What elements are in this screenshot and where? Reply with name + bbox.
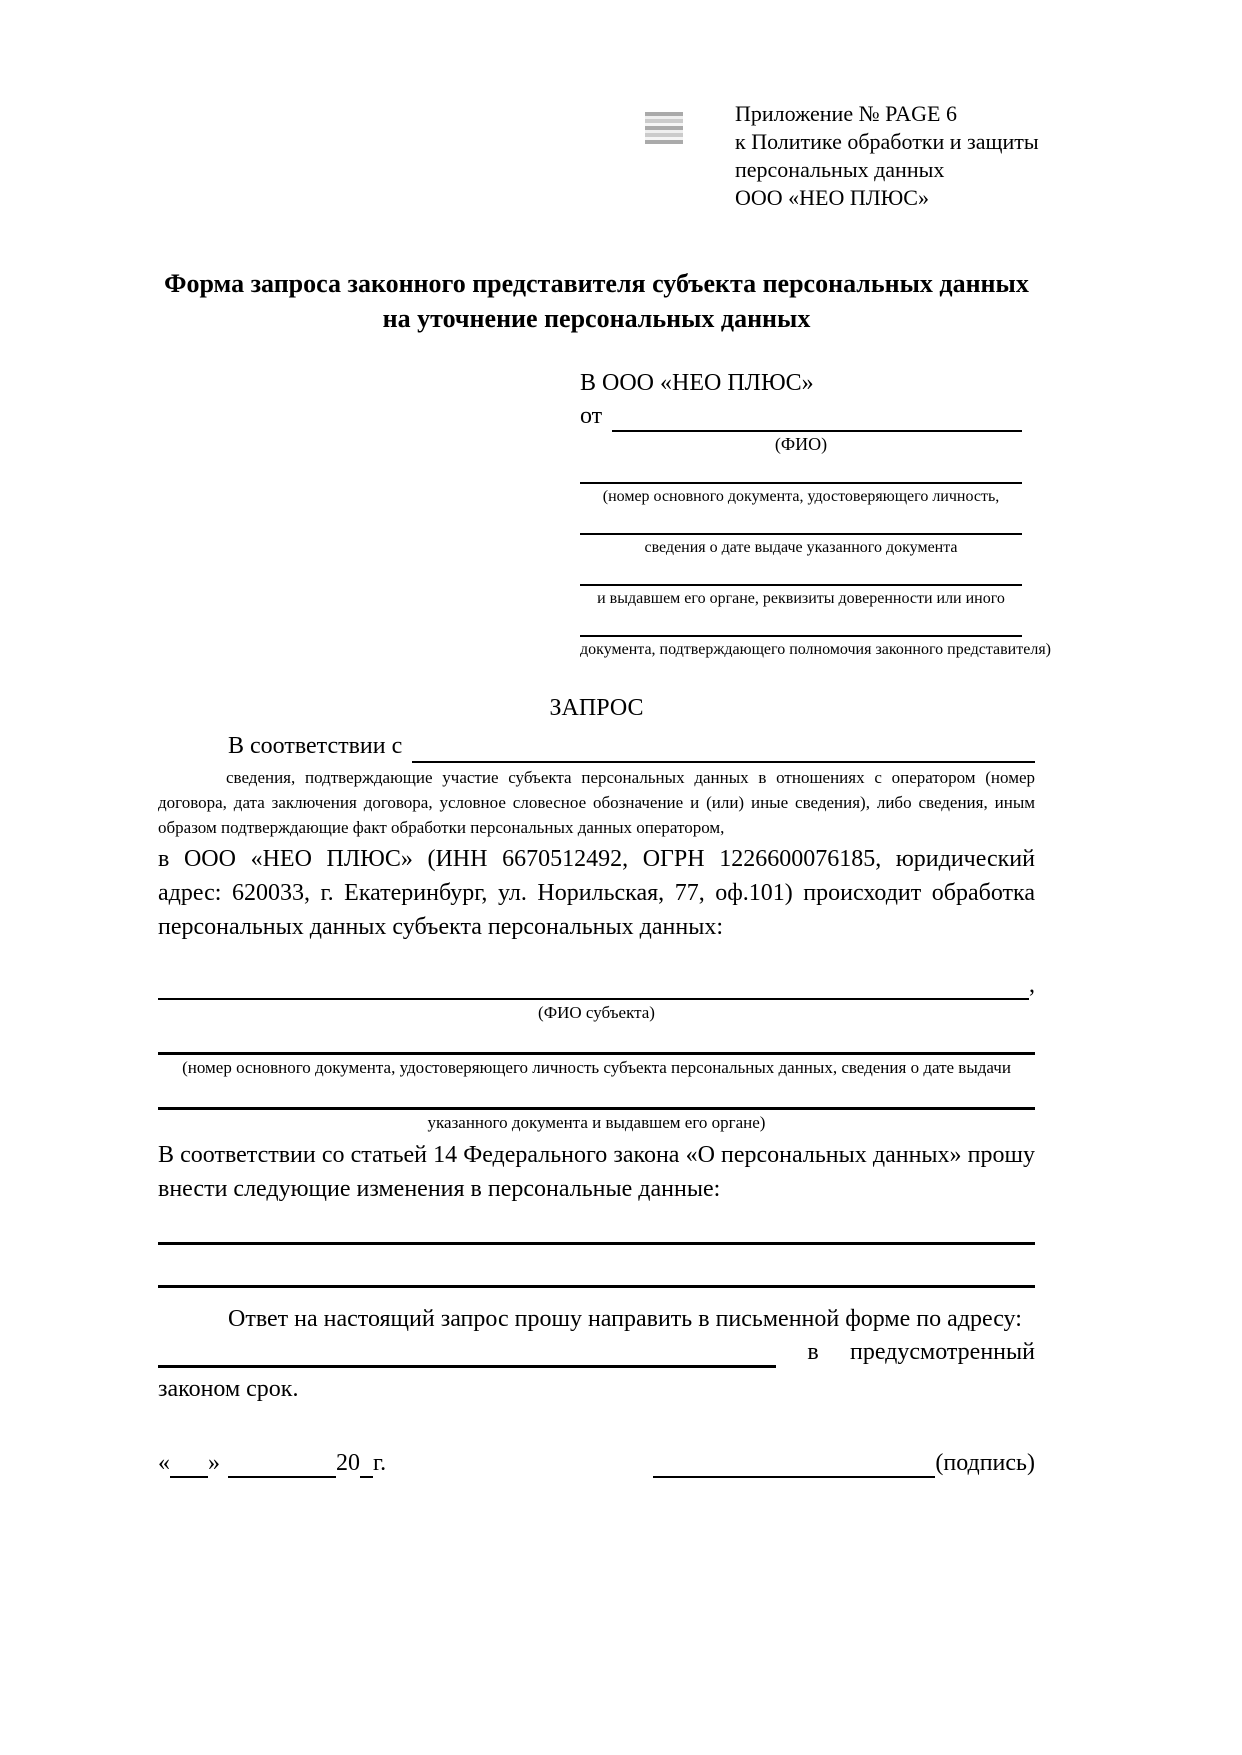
- representative-doc-field-group-2: [580, 509, 1022, 558]
- date-group: [158, 1448, 386, 1478]
- policy-line-2: персональных данных: [735, 157, 945, 182]
- signature-caption: (подпись): [935, 1450, 1035, 1476]
- recipient-block: [580, 366, 1051, 660]
- date-signature-row: [158, 1448, 1035, 1478]
- request-heading: ЗАПРОС: [549, 695, 644, 721]
- subject-doc-caption-2: указанного документа и выдавшем его органе): [427, 1113, 766, 1132]
- changes-field-2[interactable]: [158, 1245, 1035, 1288]
- basis-note: сведения, подтверждающие участие субъекта персональных данных в отношениях с оператором (номер договора, дата заключения договора, условное словесное обозначение и (или) иные сведения), либо сведения, иным образом подтверждающие факт обработки персональных данных оператором,: [158, 768, 1035, 837]
- basis-field[interactable]: [412, 761, 1035, 763]
- date-month-field[interactable]: [228, 1454, 336, 1478]
- representative-doc-field-group-3: [580, 560, 1022, 609]
- representative-doc-field-group-1: [580, 458, 1022, 507]
- subject-fio-comma: ,: [1029, 972, 1035, 998]
- subject-doc-field-2[interactable]: [158, 1079, 1035, 1110]
- changes-field-1[interactable]: [158, 1206, 1035, 1245]
- document-body: [158, 0, 1051, 1478]
- date-year-field[interactable]: [360, 1454, 373, 1478]
- date-year-suffix: г.: [373, 1450, 387, 1476]
- representative-doc-caption-3: и выдавшем его органе, реквизиты доверенности или иного: [597, 590, 1005, 607]
- answer-word-tail: предусмотренный: [849, 1339, 1035, 1365]
- answer-address-field[interactable]: [158, 1339, 776, 1368]
- subject-fio-row: [158, 970, 1035, 1000]
- signature-field[interactable]: [653, 1452, 935, 1478]
- form-title-line-2: на уточнение персональных данных: [382, 304, 811, 333]
- answer-paragraph-line-3: законом срок.: [158, 1376, 299, 1402]
- date-quote-close: »: [208, 1450, 220, 1476]
- basis-prefix: В соответствии с: [228, 733, 403, 759]
- fio-caption: (ФИО): [774, 434, 828, 454]
- subject-fio-caption: (ФИО субъекта): [538, 1003, 655, 1022]
- subject-doc-caption-1: (номер основного документа, удостоверяющего личность субъекта персональных данных, сведения о дате выдачи: [182, 1058, 1011, 1077]
- law-paragraph: В соответствии со статьей 14 Федерального закона «О персональных данных» прошу внести следующие изменения в персональные данные:: [158, 1142, 1035, 1202]
- answer-address-row: [158, 1336, 1035, 1368]
- date-year-prefix: 20: [336, 1450, 360, 1476]
- recipient-organization: В ООО «НЕО ПЛЮС»: [580, 370, 814, 396]
- basis-row: [158, 730, 1035, 763]
- operator-paragraph: в ООО «НЕО ПЛЮС» (ИНН 6670512492, ОГРН 1226600076185, юридический адрес: 620033, г. Екатеринбург, ул. Норильская, 77, оф.101) происходит обработка персональных данных субъекта персональных данных:: [158, 846, 1035, 940]
- subject-fio-field[interactable]: [158, 998, 1029, 1000]
- answer-paragraph-line-1: Ответ на настоящий запрос прошу направить в письменной форме по адресу:: [228, 1306, 1022, 1332]
- form-title-line-1: Форма запроса законного представителя субъекта персональных данных: [164, 269, 1029, 298]
- representative-doc-caption-2: сведения о дате выдаче указанного документа: [644, 539, 958, 556]
- answer-word-v: в: [807, 1339, 819, 1365]
- policy-line-1: к Политике обработки и защиты: [735, 129, 1039, 154]
- representative-doc-caption-4: документа, подтверждающего полномочия законного представителя): [580, 641, 1051, 658]
- from-row: [580, 400, 1022, 432]
- representative-doc-caption-1: (номер основного документа, удостоверяющего личность,: [602, 488, 1000, 505]
- representative-doc-field-2[interactable]: [580, 509, 1022, 535]
- signature-group: [653, 1448, 1035, 1478]
- representative-doc-field-4[interactable]: [580, 611, 1022, 637]
- representative-doc-field-group-4: [580, 611, 1051, 660]
- from-label: от: [580, 403, 603, 429]
- date-day-field[interactable]: [170, 1454, 208, 1478]
- form-title: [158, 0, 1035, 336]
- subject-doc-field-1[interactable]: [158, 1024, 1035, 1055]
- company-name: ООО «НЕО ПЛЮС»: [735, 185, 929, 210]
- representative-doc-field-3[interactable]: [580, 560, 1022, 586]
- representative-doc-field-1[interactable]: [580, 458, 1022, 484]
- appendix-number-line: Приложение № PAGE 6: [735, 101, 957, 126]
- date-quote-open: «: [158, 1450, 170, 1476]
